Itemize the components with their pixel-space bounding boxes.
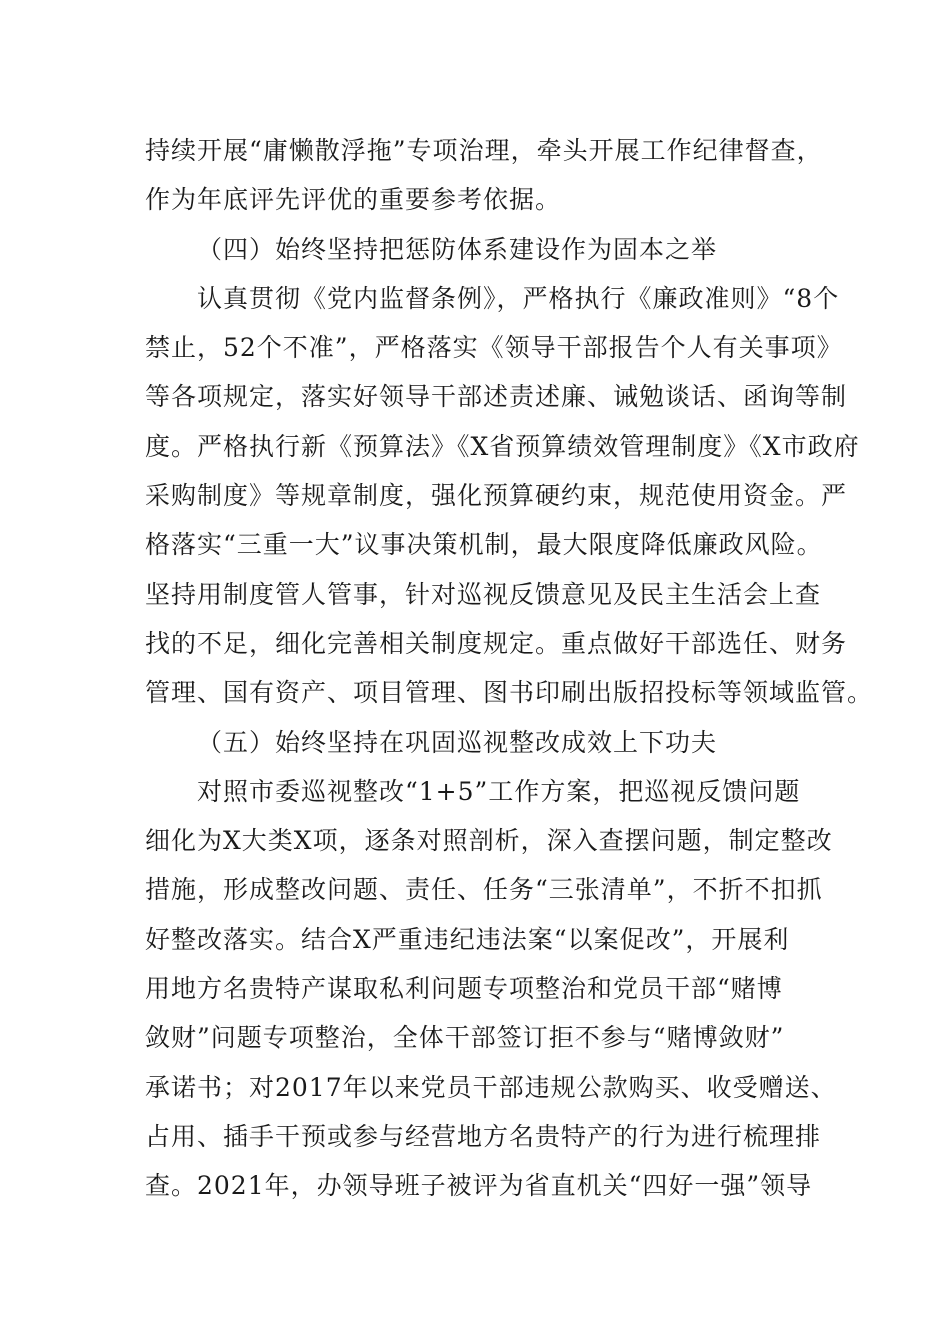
text-line: 查。2021年，办领导班子被评为省直机关“四好一强”领导	[145, 1171, 813, 1201]
text-line: 坚持用制度管人管事，针对巡视反馈意见及民主生活会上查	[145, 579, 822, 609]
text-line: 禁止，52个不准”，严格落实《领导干部报告个人有关事项》	[145, 333, 843, 363]
text-line: 持续开展“庸懒散浮拖”专项治理，牵头开展工作纪律督查，	[145, 136, 823, 165]
text-line: 采购制度》等规章制度，强化预算硬约束，规范使用资金。严	[145, 481, 848, 511]
text-line: 占用、插手干预或参与经营地方名贵特产的行为进行梳理排	[145, 1121, 822, 1151]
text-line: 等各项规定，落实好领导干部述责述廉、诫勉谈话、函询等制	[145, 382, 848, 412]
text-line: 对照市委巡视整改“1+5”工作方案，把巡视反馈问题	[197, 776, 801, 806]
text-line: 承诺书；对2017年以来党员干部违规公款购买、收受赠送、	[145, 1072, 837, 1102]
text-line: 作为年底评先评优的重要参考依据。	[145, 185, 562, 215]
text-line: 找的不足，细化完善相关制度规定。重点做好干部选任、财务	[145, 628, 848, 658]
text-line: 度。严格执行新《预算法》《X省预算绩效管理制度》《X市政府	[145, 431, 860, 461]
text-line: 细化为X大类X项，逐条对照剖析，深入查摆问题，制定整改	[145, 826, 833, 856]
body-text	[145, 126, 874, 1211]
text-line: 好整改落实。结合X严重违纪违法案“以案促改”，开展利	[145, 924, 790, 954]
text-line: 认真贯彻《党内监督条例》，严格执行《廉政准则》“8个	[197, 283, 840, 313]
text-line: 格落实“三重一大”议事决策机制，最大限度降低廉政风险。	[145, 530, 823, 560]
text-line: 敛财”问题专项整治，全体干部签订拒不参与“赌博敛财”	[145, 1023, 785, 1053]
text-line: （四）始终坚持把惩防体系建设作为固本之举	[197, 234, 718, 264]
text-line: 用地方名贵特产谋取私利问题专项整治和党员干部“赌博	[145, 974, 783, 1004]
text-line: 措施，形成整改问题、责任、任务“三张清单”，不折不扣抓	[145, 875, 823, 905]
text-line: 管理、国有资产、项目管理、图书印刷出版招投标等领域监管。	[145, 678, 874, 708]
text-line: （五）始终坚持在巩固巡视整改成效上下功夫	[197, 727, 718, 757]
